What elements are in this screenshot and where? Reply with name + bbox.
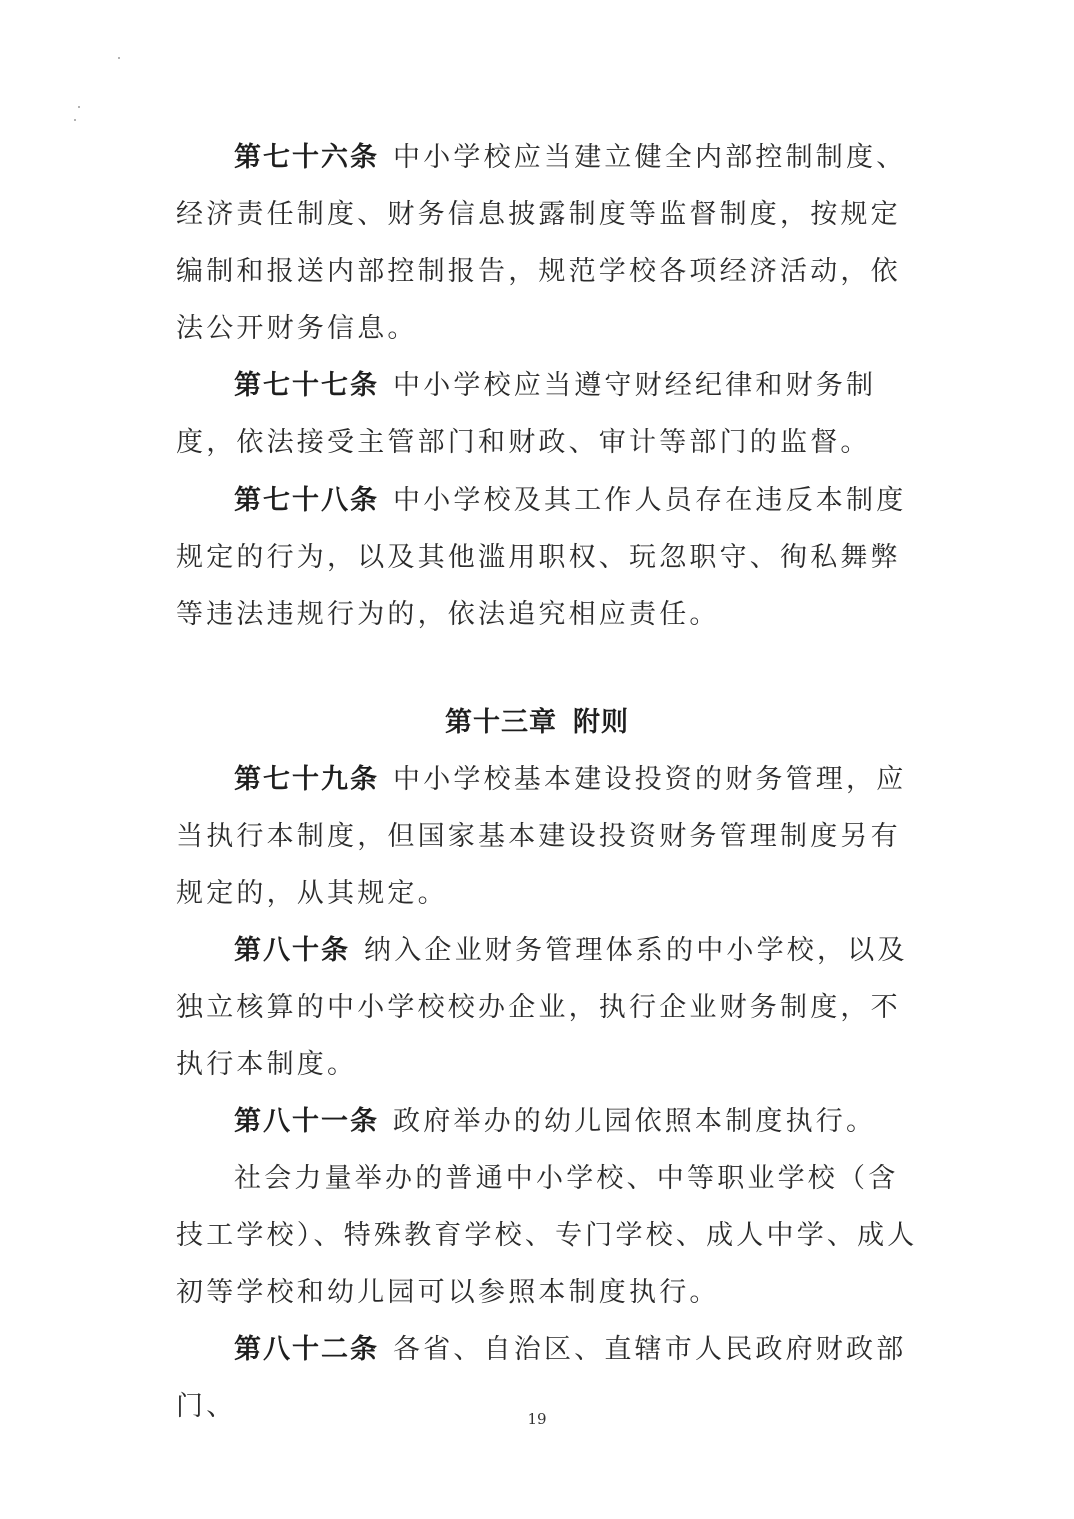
article-number: 第八十二条	[234, 1334, 379, 1365]
article-text: 各省、自治区、直辖市人民政府财政部门、	[176, 1334, 907, 1422]
article-text: 中小学校应当遵守财经纪律和财务制度，依法接受主管部门和财政、审计等部门的监督。	[176, 370, 877, 458]
article-number: 第七十六条	[234, 142, 379, 173]
chapter-number: 第十三章	[445, 707, 557, 738]
article-80	[176, 922, 926, 1093]
article-text: 纳入企业财务管理体系的中小学校，以及独立核算的中小学校校办企业，执行企业财务制度，不执行本制度。	[176, 935, 908, 1080]
page-number: 19	[527, 1410, 547, 1428]
paragraph-social-schools: 社会力量举办的普通中小学校、中等职业学校（含技工学校）、特殊教育学校、专门学校、成人中学、成人初等学校和幼儿园可以参照本制度执行。	[176, 1163, 918, 1308]
article-76	[176, 129, 926, 357]
article-81	[176, 1093, 926, 1150]
article-text: 政府举办的幼儿园依照本制度执行。	[393, 1106, 877, 1137]
scan-speck	[78, 106, 80, 108]
article-79	[176, 751, 926, 922]
article-text: 中小学校及其工作人员存在违反本制度规定的行为，以及其他滥用职权、玩忽职守、徇私舞弊等违法违规行为的，依法追究相应责任。	[176, 485, 907, 630]
article-text: 中小学校应当建立健全内部控制制度、经济责任制度、财务信息披露制度等监督制度，按规定编制和报送内部控制报告，规范学校各项经济活动，依法公开财务信息。	[176, 142, 907, 344]
chapter-title: 附则	[573, 707, 629, 738]
article-number: 第七十八条	[234, 485, 379, 516]
article-number: 第七十九条	[234, 764, 379, 795]
scan-speck	[118, 57, 120, 59]
chapter-heading	[0, 694, 1074, 751]
article-78	[176, 472, 926, 643]
scan-speck	[74, 119, 76, 121]
article-number: 第八十条	[234, 935, 350, 966]
article-77	[176, 357, 926, 471]
article-number: 第七十七条	[234, 370, 379, 401]
article-text: 中小学校基本建设投资的财务管理，应当执行本制度，但国家基本建设投资财务管理制度另有规定的，从其规定。	[176, 764, 907, 909]
article-number: 第八十一条	[234, 1106, 379, 1137]
